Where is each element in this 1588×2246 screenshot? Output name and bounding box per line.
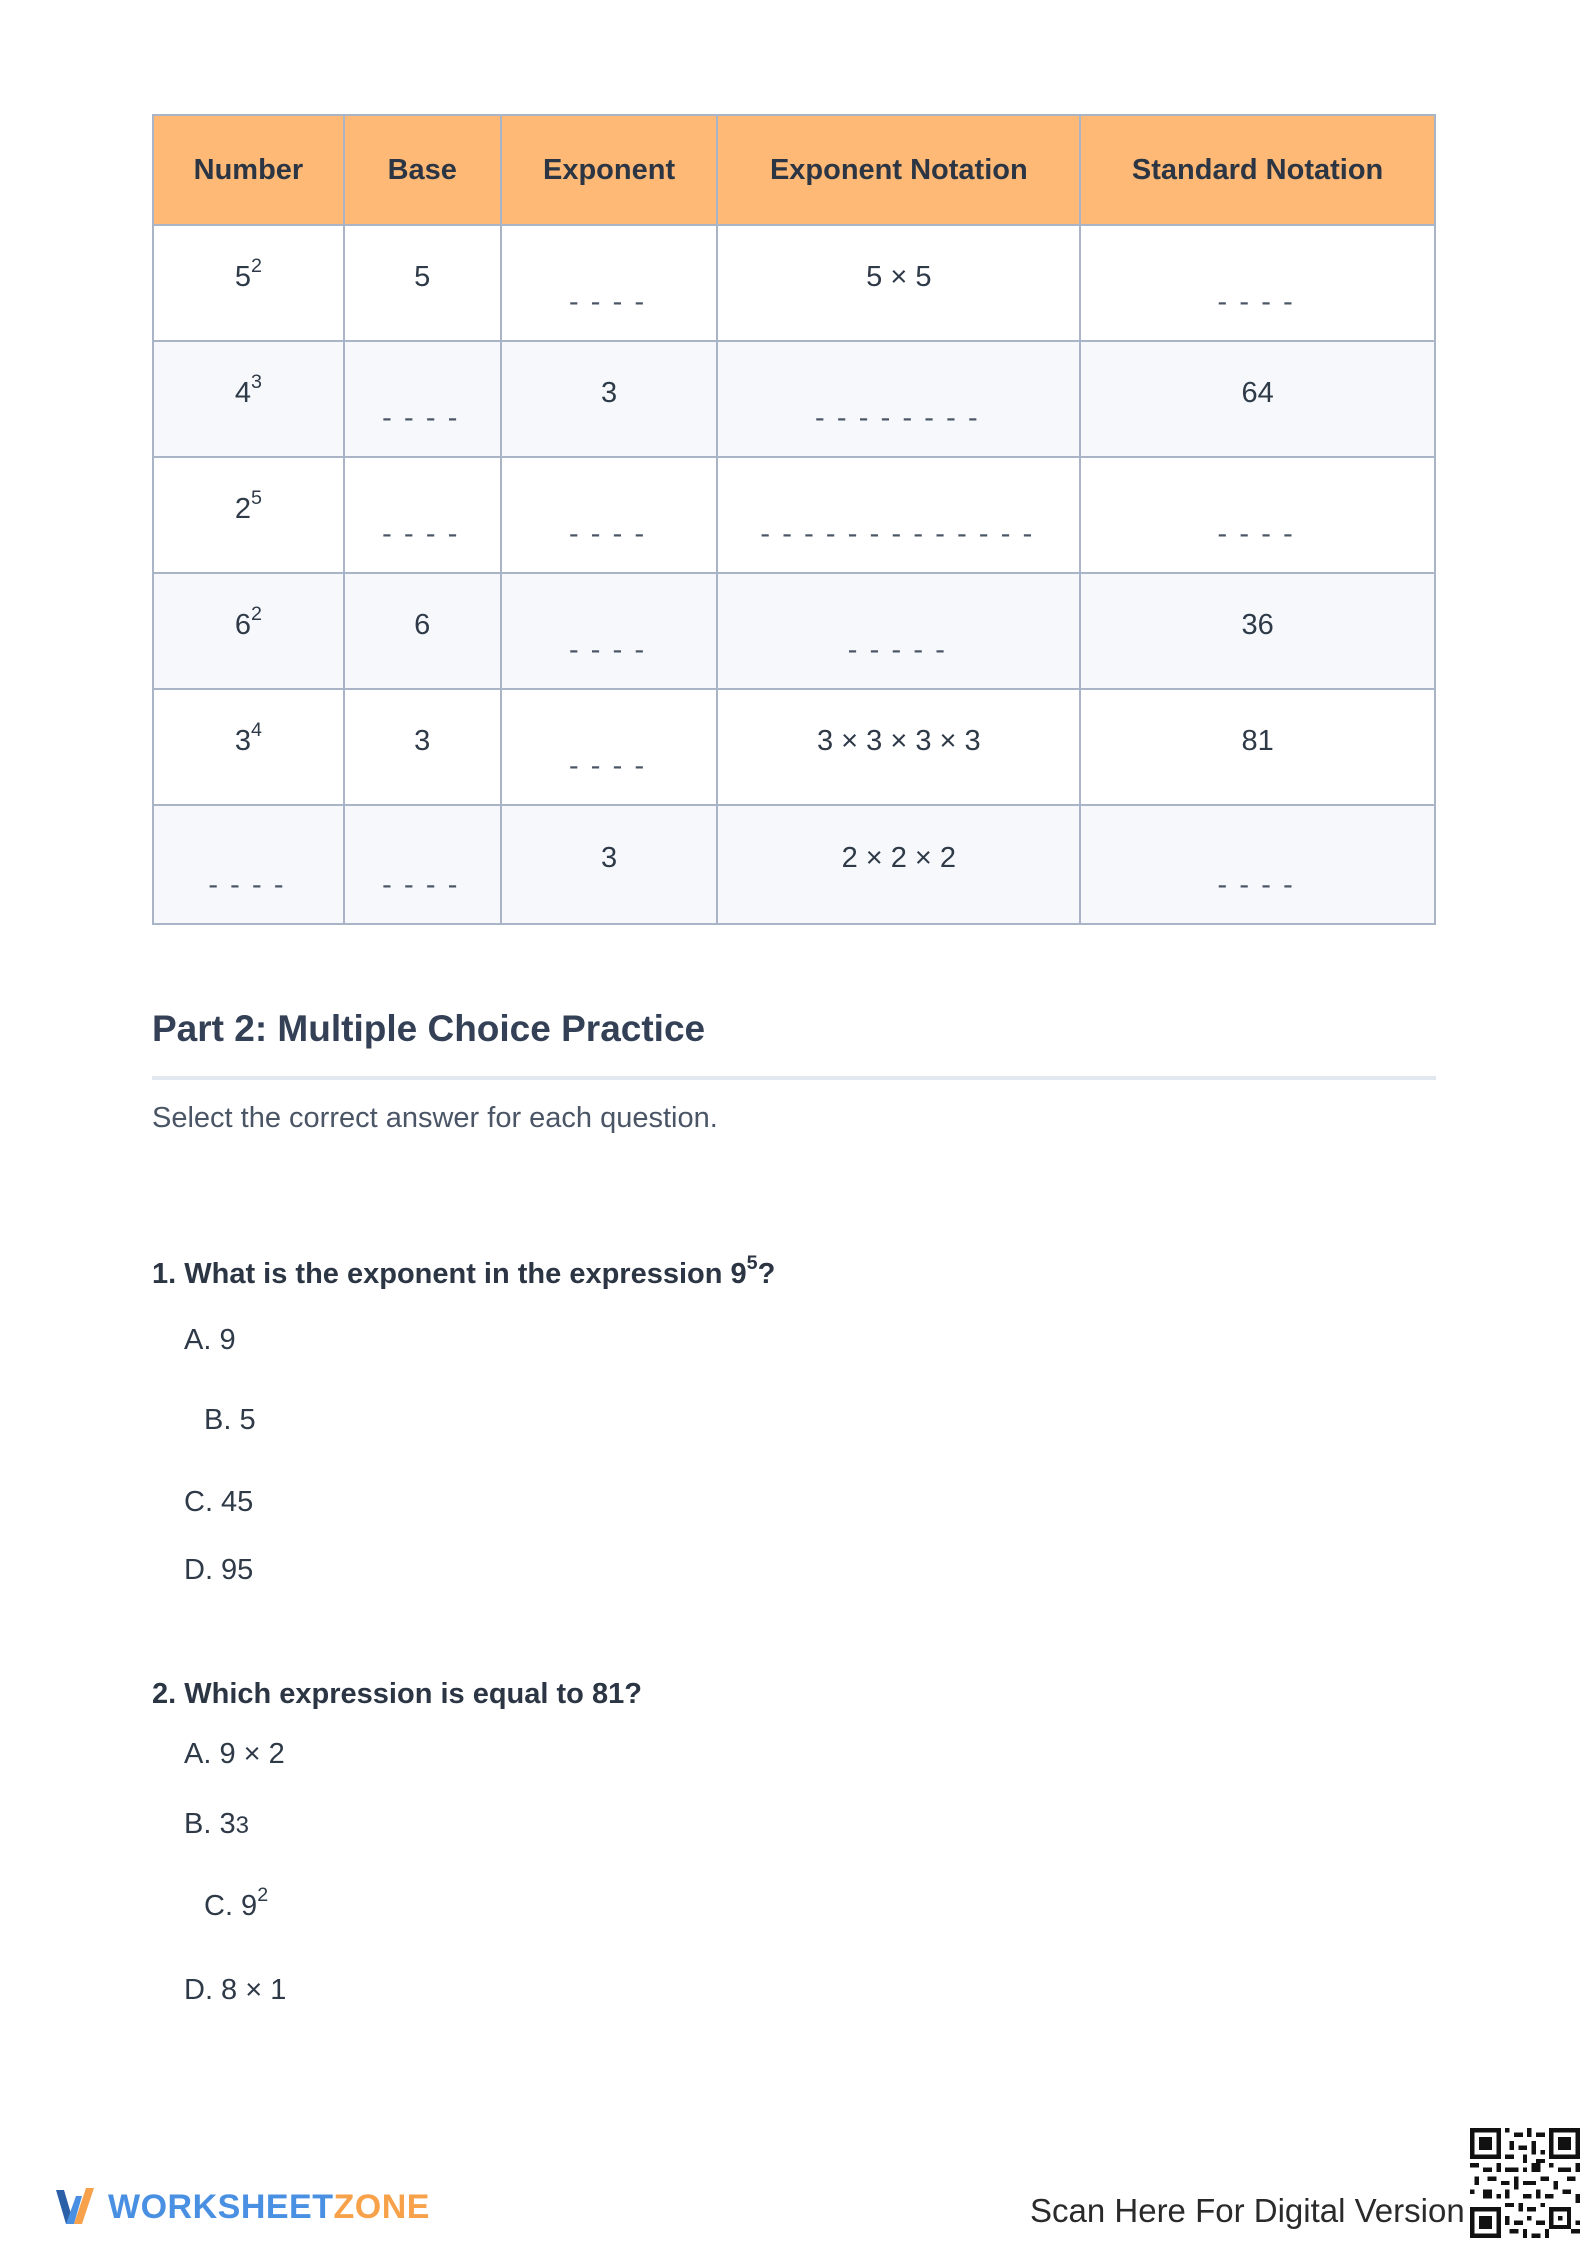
base-cell: 6 bbox=[344, 573, 501, 689]
notation-cell: 2 × 2 × 2 bbox=[717, 805, 1080, 924]
q2-option-a[interactable]: A. 9 × 2 bbox=[184, 1738, 285, 1770]
table-row bbox=[153, 225, 1435, 341]
q1-option-b[interactable]: B. 5 bbox=[204, 1404, 256, 1436]
notation-cell: 5 × 5 bbox=[717, 225, 1080, 341]
part2-title: Part 2: Multiple Choice Practice bbox=[152, 1008, 706, 1049]
scan-label: Scan Here For Digital Version bbox=[1030, 2192, 1465, 2229]
base-cell: 5 bbox=[344, 225, 501, 341]
standard-blank[interactable]: ---- bbox=[1080, 457, 1435, 573]
table-row bbox=[153, 457, 1435, 573]
exponent-cell: 3 bbox=[501, 341, 718, 457]
base-blank[interactable]: ---- bbox=[344, 457, 501, 573]
number-cell: $3^4$ bbox=[153, 689, 344, 805]
header-standard-notation: Standard Notation bbox=[1080, 115, 1435, 225]
number-blank[interactable]: ---- bbox=[153, 805, 344, 924]
notation-blank[interactable]: ----- bbox=[717, 573, 1080, 689]
q1-option-d[interactable]: D. 95 bbox=[184, 1554, 254, 1586]
table-header-row bbox=[153, 115, 1435, 225]
exponent-blank[interactable]: ---- bbox=[501, 225, 718, 341]
part2-instructions: Select the correct answer for each question. bbox=[152, 1102, 718, 1134]
table-row bbox=[153, 805, 1435, 924]
exponent-blank[interactable]: ---- bbox=[501, 457, 718, 573]
standard-cell: 81 bbox=[1080, 689, 1435, 805]
notation-blank[interactable]: ------------- bbox=[717, 457, 1080, 573]
q2-option-b[interactable]: B. 33 bbox=[184, 1808, 249, 1840]
table-row bbox=[153, 341, 1435, 457]
header-number: Number bbox=[153, 115, 344, 225]
section-divider bbox=[152, 1076, 1436, 1080]
table-row bbox=[153, 689, 1435, 805]
number-cell: $2^5$ bbox=[153, 457, 344, 573]
standard-blank[interactable]: ---- bbox=[1080, 805, 1435, 924]
standard-cell: 36 bbox=[1080, 573, 1435, 689]
notation-cell: 3 × 3 × 3 × 3 bbox=[717, 689, 1080, 805]
q1-option-a[interactable]: A. 9 bbox=[184, 1324, 236, 1356]
table-row bbox=[153, 573, 1435, 689]
question-2: 2. Which expression is equal to 81? bbox=[152, 1678, 642, 1710]
number-cell: $5^2$ bbox=[153, 225, 344, 341]
header-base: Base bbox=[344, 115, 501, 225]
worksheetzone-logo-text: WORKSHEETZONE bbox=[108, 2188, 430, 2226]
q1-option-c[interactable]: C. 45 bbox=[184, 1486, 254, 1518]
exponent-cell: 3 bbox=[501, 805, 718, 924]
q2-option-c[interactable]: C. $9^2$ bbox=[204, 1884, 269, 1922]
worksheetzone-logo-icon bbox=[54, 2182, 94, 2230]
header-exponent-notation: Exponent Notation bbox=[717, 115, 1080, 225]
base-blank[interactable]: ---- bbox=[344, 341, 501, 457]
standard-cell: 64 bbox=[1080, 341, 1435, 457]
question-1: 1. What is the exponent in the expression $9^5$? bbox=[152, 1252, 776, 1290]
exponent-table bbox=[152, 114, 1436, 925]
number-cell: $4^3$ bbox=[153, 341, 344, 457]
base-cell: 3 bbox=[344, 689, 501, 805]
header-exponent: Exponent bbox=[501, 115, 718, 225]
exponent-blank[interactable]: ---- bbox=[501, 689, 718, 805]
standard-blank[interactable]: ---- bbox=[1080, 225, 1435, 341]
base-blank[interactable]: ---- bbox=[344, 805, 501, 924]
number-cell: $6^2$ bbox=[153, 573, 344, 689]
q2-option-d[interactable]: D. 8 × 1 bbox=[184, 1974, 287, 2006]
qr-code-icon[interactable] bbox=[1470, 2128, 1580, 2238]
exponent-blank[interactable]: ---- bbox=[501, 573, 718, 689]
notation-blank[interactable]: -------- bbox=[717, 341, 1080, 457]
